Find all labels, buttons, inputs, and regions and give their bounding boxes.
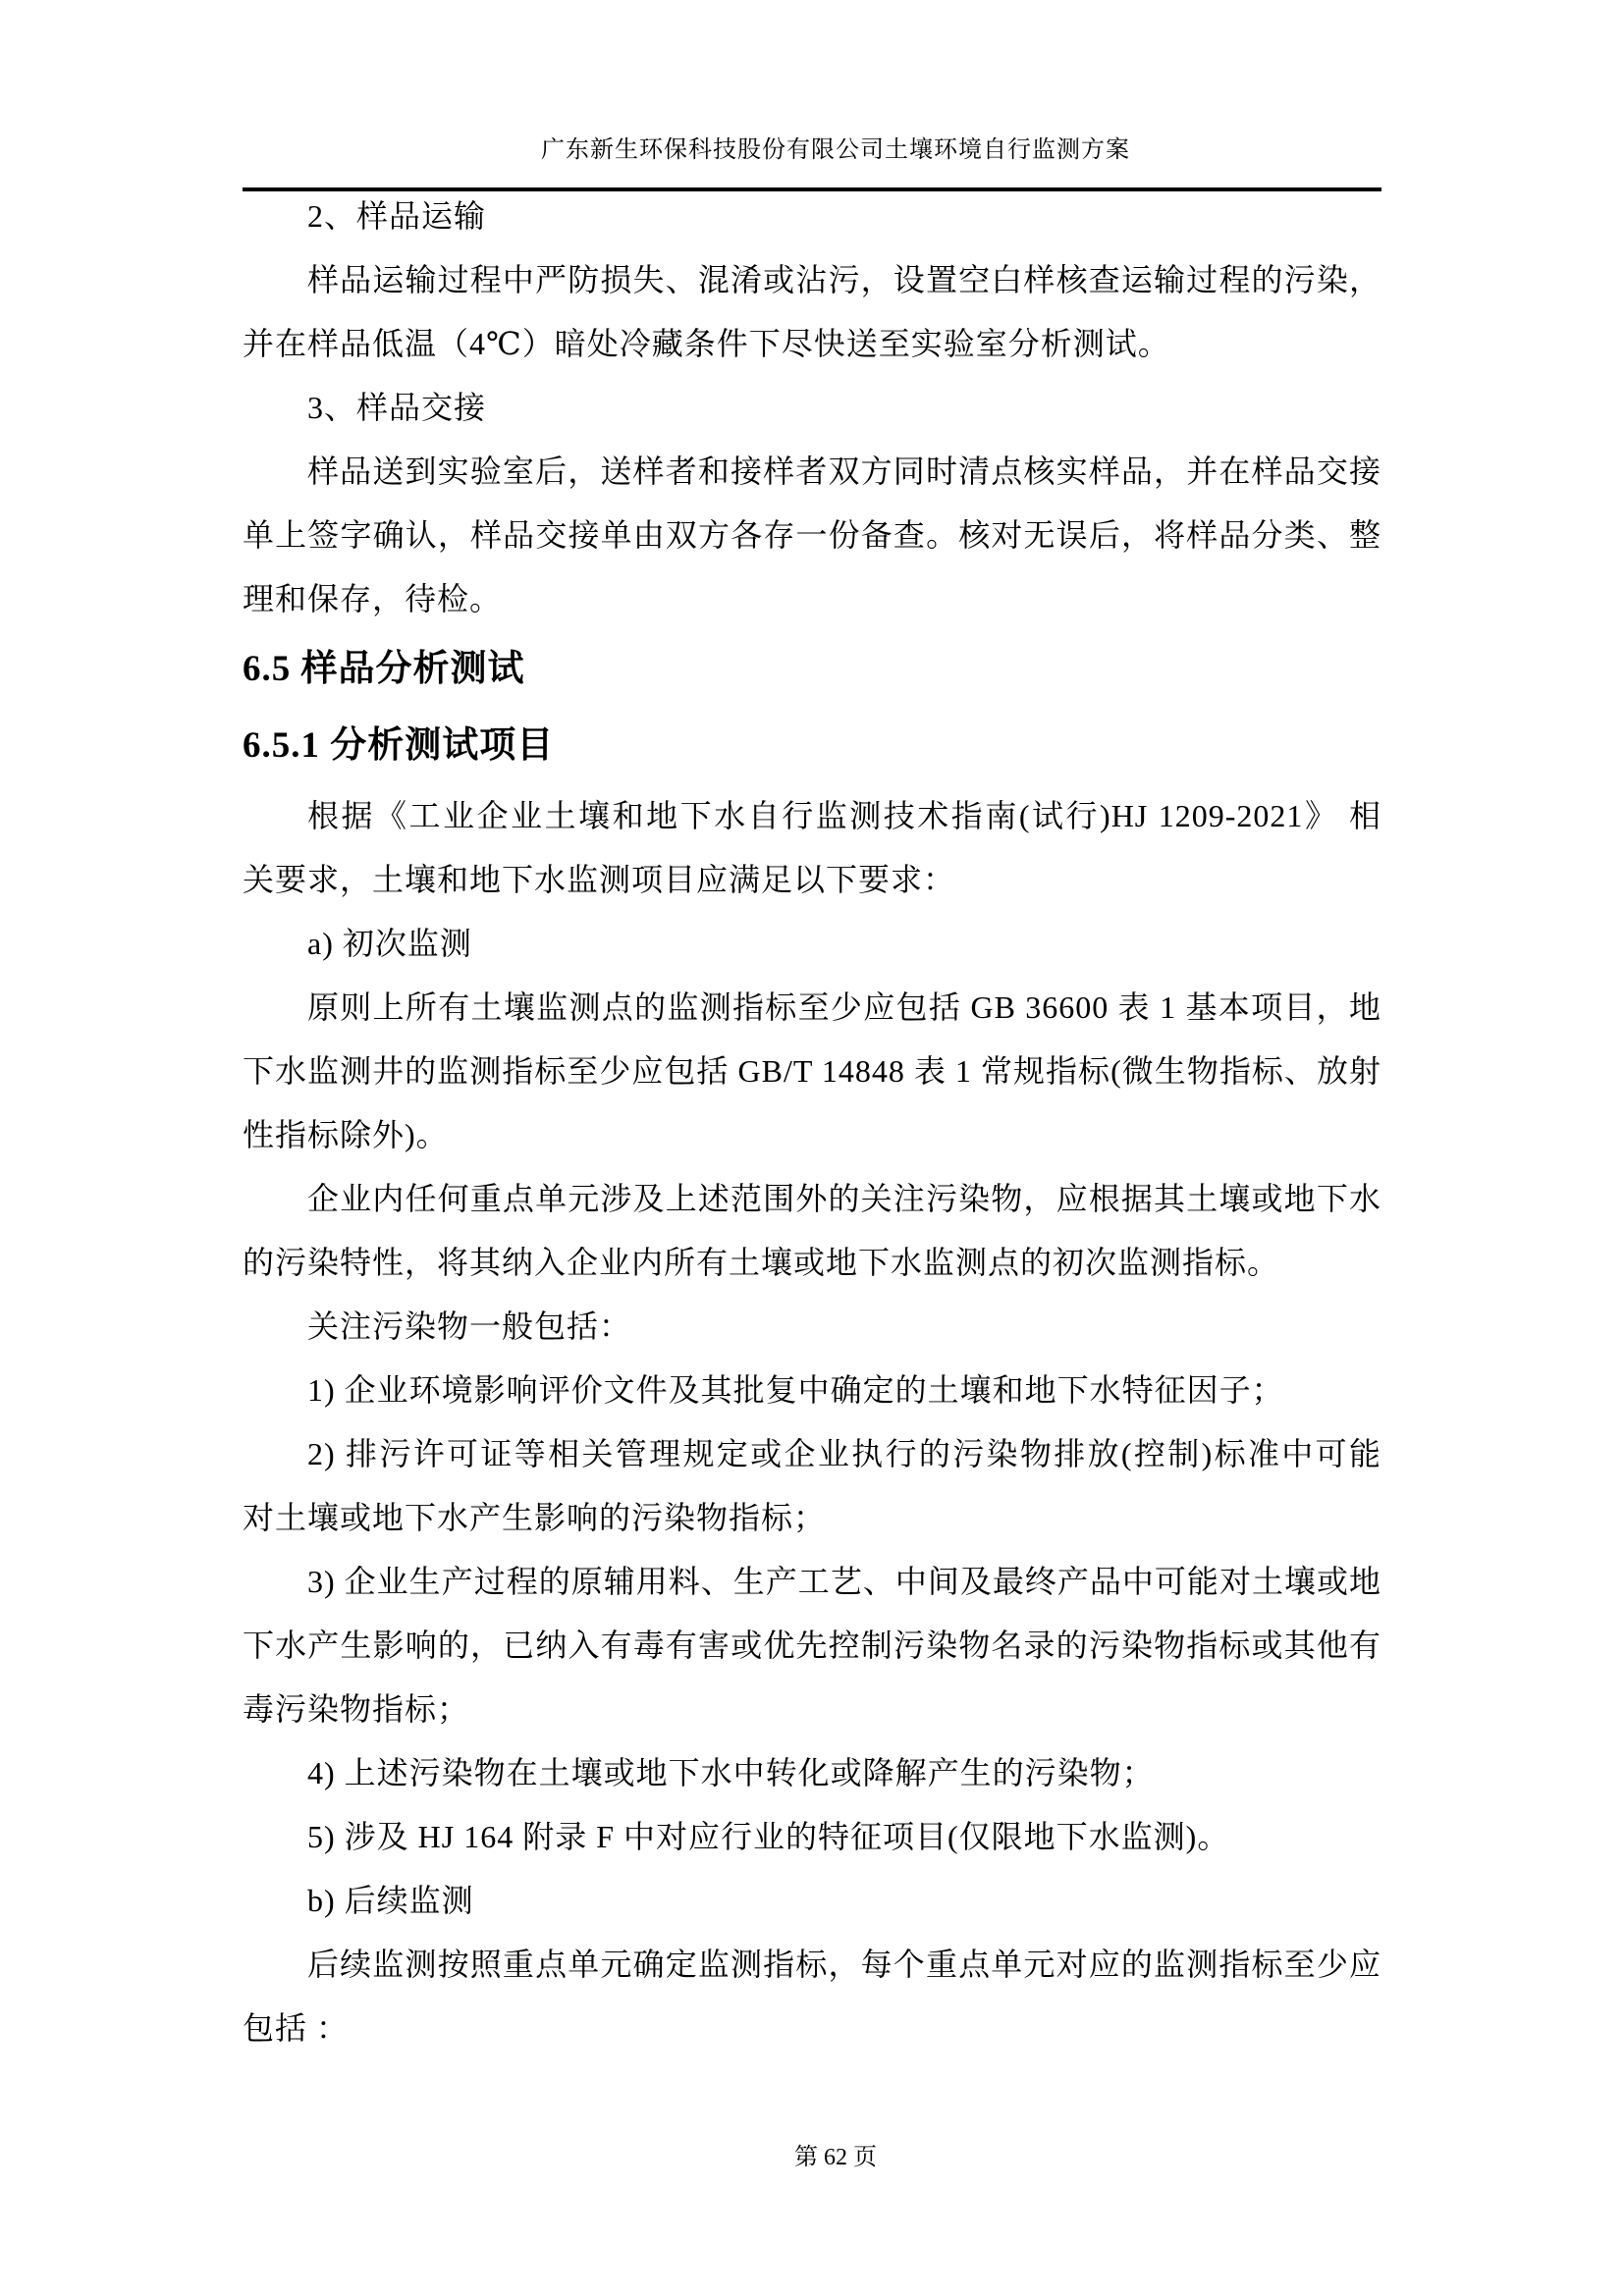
document-line: 毒污染物指标； <box>243 1691 470 1727</box>
document-line: 下水产生影响的，已纳入有毒有害或优先控制污染物名录的污染物指标或其他有 <box>243 1628 1381 1663</box>
document-line: 单上签字确认，样品交接单由双方各存一份备查。核对无误后，将样品分类、整 <box>243 517 1381 553</box>
document-line: 并在样品低温（4℃）暗处冷藏条件下尽快送至实验室分析测试。 <box>243 326 1170 361</box>
page-number: 第 62 页 <box>794 2145 877 2170</box>
page-footer <box>0 2143 1624 2172</box>
document-line: 的污染特性，将其纳入企业内所有土壤或地下水监测点的初次监测指标。 <box>243 1245 1280 1280</box>
document-line: 对土壤或地下水产生影响的污染物指标； <box>243 1500 827 1535</box>
document-line: 性指标除外)。 <box>243 1117 449 1152</box>
document-line: 1) 企业环境影响评价文件及其批复中确定的土壤和地下水特征因子； <box>307 1372 1284 1408</box>
document-line: 后续监测按照重点单元确定监测指标，每个重点单元对应的监测指标至少应 <box>307 1947 1381 1982</box>
document-line: 4) 上述污染物在土壤或地下水中转化或降解产生的污染物； <box>307 1755 1155 1790</box>
document-line: 2、样品运输 <box>307 198 487 234</box>
document-line: 3、样品交接 <box>307 390 487 425</box>
section-heading: 6.5 样品分析测试 <box>243 649 525 689</box>
document-header-title: 广东新生环保科技股份有限公司土壤环境自行监测方案 <box>541 137 1130 163</box>
document-line: 原则上所有土壤监测点的监测指标至少应包括 GB 36600 表 1 基本项目，地 <box>307 989 1381 1025</box>
document-line: 样品送到实验室后，送样者和接样者双方同时清点核实样品，并在样品交接 <box>307 454 1381 489</box>
document-line: 理和保存，待检。 <box>243 581 503 616</box>
document-line: 下水监测井的监测指标至少应包括 GB/T 14848 表 1 常规指标(微生物指标、放射 <box>243 1053 1381 1089</box>
document-line: 企业内任何重点单元涉及上述范围外的关注污染物，应根据其土壤或地下水 <box>307 1181 1381 1216</box>
subsection-heading: 6.5.1 分析测试项目 <box>243 725 555 766</box>
document-line: a) 初次监测 <box>307 926 472 961</box>
document-line: 5) 涉及 HJ 164 附录 F 中对应行业的特征项目(仅限地下水监测)。 <box>307 1819 1230 1854</box>
document-line: 2) 排污许可证等相关管理规定或企业执行的污染物排放(控制)标准中可能 <box>307 1436 1381 1471</box>
document-line: 包括 ： <box>243 2010 350 2046</box>
document-line: 根据《工业企业土壤和地下水自行监测技术指南(试行)HJ 1209-2021》 相 <box>307 798 1381 833</box>
document-line: 关注污染物一般包括： <box>307 1308 632 1344</box>
document-body <box>243 185 1381 2060</box>
document-line: b) 后续监测 <box>307 1883 474 1918</box>
document-line: 样品运输过程中严防损失、混淆或沾污，设置空白样核查运输过程的污染， <box>307 262 1381 297</box>
document-line: 3) 企业生产过程的原辅用料、生产工艺、中间及最终产品中可能对土壤或地 <box>307 1564 1381 1599</box>
document-line: 关要求，土壤和地下水监测项目应满足以下要求： <box>243 862 956 897</box>
